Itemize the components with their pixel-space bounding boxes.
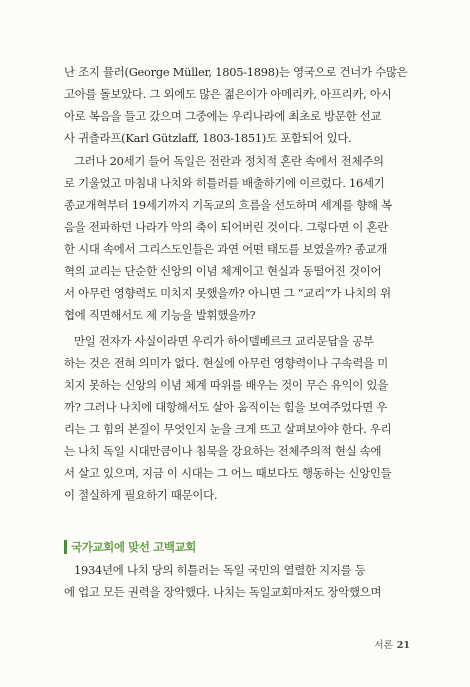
text-line: 그러나 20세기 들어 독일은 전란과 정치적 혼란 속에서 전체주의 — [74, 154, 384, 168]
page-footer — [374, 637, 410, 651]
text-line: 에 업고 모든 권력을 장악했다. 나치는 독일교회마저도 장악했으며 — [64, 585, 382, 599]
text-line: 서 아무런 영향력도 미치지 못했을까? 아니면 그 “교리”가 나치의 위 — [64, 286, 391, 300]
text-line: 아로 복음을 들고 갔으며 그중에는 우리나라에 최초로 방문한 선교 — [64, 109, 382, 123]
text-line: 만일 전자가 사실이라면 우리가 하이델베르크 교리문답을 공부 — [74, 334, 374, 348]
text-line: 서 살고 있으며, 지금 이 시대는 그 어느 때보다도 행동하는 신앙인들 — [64, 466, 392, 480]
text-line: 는 나치 독일 시대만큼이나 침묵을 강요하는 전체주의적 현실 속에 — [64, 444, 382, 458]
text-line: 혁의 교리는 단순한 신앙의 이념 체계이고 현실과 동떨어진 것이어 — [64, 264, 382, 278]
text-line: 난 조지 뮬러(George Müller, 1805-1898)는 영국으로 건너가 수많은 — [64, 65, 408, 79]
text-line: 사 귀츨라프(Karl Gützlaff, 1803-1851)도 포함되어 있다. — [64, 131, 352, 145]
section-heading — [64, 538, 196, 556]
text-line: 종교개혁부터 19세기까지 기독교의 흐름을 선도하며 세계를 향해 복 — [64, 198, 392, 212]
text-line: 1934년에 나치 당의 히틀러는 독일 국민의 열렬한 지지를 등 — [74, 563, 366, 577]
text-line: 까? 그러나 나치에 대항해서도 살아 움직이는 힘을 보여주었다면 우 — [64, 400, 388, 414]
page-number: 21 — [396, 640, 410, 651]
text-line: 음을 전파하던 나라가 악의 축이 되어버린 것이다. 그렇다면 이 혼란 — [64, 220, 389, 234]
text-line: 하는 것은 전혀 의미가 없다. 현실에 아무런 영향력이나 구속력을 미 — [64, 356, 389, 370]
heading-marker — [64, 540, 67, 554]
text-line: 협에 직면해서도 제 기능을 발휘했을까? — [64, 308, 256, 322]
text-line: 치지 못하는 신앙의 이념 체계 따위를 배우는 것이 무슨 유익이 있을 — [64, 378, 389, 392]
text-line: 한 시대 속에서 그리스도인들은 과연 어떤 태도를 보였을까? 종교개 — [64, 242, 388, 256]
section-heading-text: 국가교회에 맞선 고백교회 — [71, 540, 197, 554]
footer-section-label: 서론 — [374, 640, 393, 651]
text-line: 로 기울었고 마침내 나치와 히틀러를 배출하기에 이르렀다. 16세기 — [64, 176, 385, 190]
text-line: 이 절실하게 필요하기 때문이다. — [64, 488, 218, 502]
text-line: 리는 그 힘의 본질이 무엇인지 눈을 크게 뜨고 살펴보아야 한다. 우리 — [64, 422, 392, 436]
text-line: 고아를 돌보았다. 그 외에도 많은 젊은이가 아메리카, 아프리카, 아시 — [64, 87, 392, 101]
